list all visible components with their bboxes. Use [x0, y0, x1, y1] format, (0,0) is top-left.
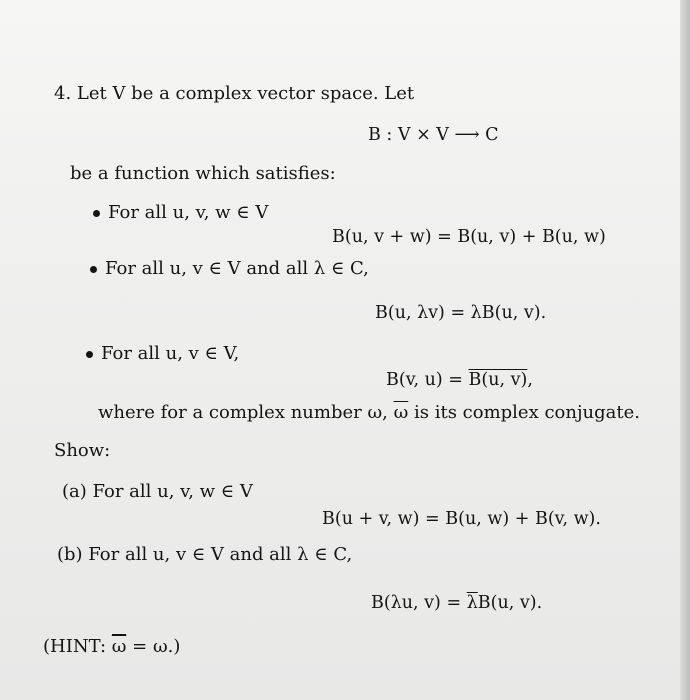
problem-intro: 4. Let V be a complex vector space. Let — [54, 83, 415, 104]
condition-2-equation — [375, 302, 546, 324]
hint-omega-double-bar: $\overline{\omega}$ — [111, 636, 127, 657]
condition-1-eq-main: B(u, v + w) = B(u, v) + B(u, w) — [332, 227, 606, 247]
condition-3-equation — [386, 369, 533, 391]
condition-1-equation — [332, 226, 606, 248]
condition-1-text: For all u, v, w ∈ V — [108, 202, 269, 223]
conjugate-omega-bar: $\overline{\omega}$ — [393, 402, 409, 423]
condition-3-text: For all u, v ∈ V, — [101, 343, 240, 364]
part-a-eq-pre: B(u + v, w) = B(u, w) + B(v, w). — [322, 509, 601, 529]
part-b-eq-pre: B(λu, v) = — [371, 593, 467, 613]
condition-3-eq-bar: B(u, v) — [468, 370, 528, 390]
part-b-label: (b) For all u, v ∈ V and all λ ∈ C, — [57, 544, 353, 565]
page-edge — [680, 0, 690, 700]
part-a-equation — [322, 508, 601, 530]
part-a-label: (a) For all u, v, w ∈ V — [62, 481, 253, 502]
part-b-lambda-bar: $\overline{\lambda}$ — [466, 593, 478, 613]
conjugate-explanation — [98, 402, 640, 424]
bullet-3 — [86, 351, 93, 358]
bullet-1 — [93, 210, 100, 217]
show-heading: Show: — [54, 440, 111, 461]
part-b-eq-post: B(u, v). — [477, 593, 543, 613]
map-definition: B : V × V ⟶ C — [368, 125, 499, 145]
condition-3-eq-main: B(v, u) = — [386, 370, 469, 390]
part-b-equation — [371, 592, 542, 614]
hint — [43, 636, 180, 658]
hint-pre: (HINT: — [43, 636, 112, 657]
conjugate-text-pre: where for a complex number ω, — [98, 402, 394, 423]
satisfies-line: be a function which satisfies: — [70, 163, 336, 184]
hint-post: = ω.) — [126, 636, 181, 657]
condition-2-eq-main: B(u, λv) = λB(u, v). — [375, 303, 547, 323]
condition-2-text: For all u, v ∈ V and all λ ∈ C, — [105, 258, 369, 279]
condition-3-eq-tail: , — [527, 370, 533, 390]
conjugate-text-post: is its complex conjugate. — [408, 402, 640, 423]
bullet-2 — [90, 266, 97, 273]
